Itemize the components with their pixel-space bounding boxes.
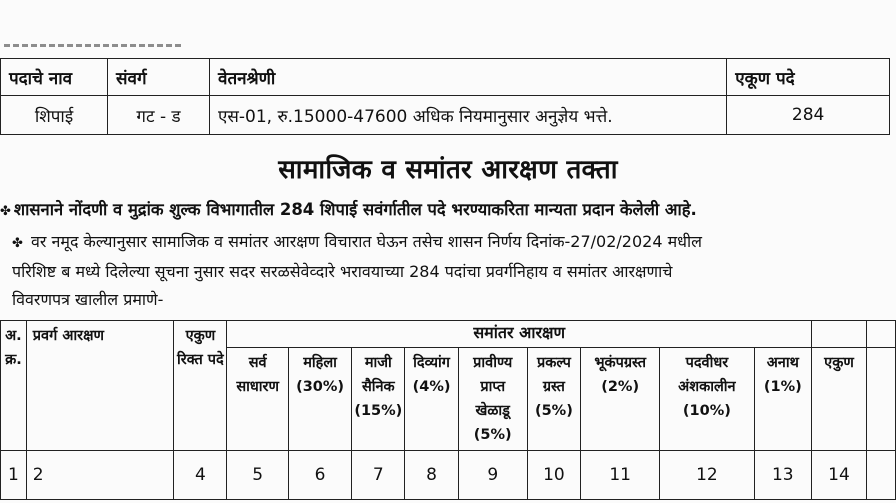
col-graduate-part-time: पदवीधर अंशकालीन (10%) xyxy=(660,348,755,451)
paragraph-details xyxy=(12,228,892,314)
col-number: 14 xyxy=(811,451,866,500)
cell-total-posts: 284 xyxy=(727,96,890,135)
cell-post-name: शिपाई xyxy=(1,96,108,135)
col-number: 9 xyxy=(458,451,527,500)
col-disabled: दिव्यांग (4%) xyxy=(405,348,459,451)
column-number-row xyxy=(1,451,896,500)
group-header-blank-edge xyxy=(867,321,896,348)
col-number: 2 xyxy=(26,451,174,500)
page-title: सामाजिक व समांतर आरक्षण तक्ता xyxy=(278,155,618,185)
paragraph-approval xyxy=(0,196,697,226)
post-table-row xyxy=(1,96,890,135)
col-number: 1 xyxy=(1,451,27,500)
col-earthquake-affected: भूकंपग्रस्त (2%) xyxy=(581,348,660,451)
col-number: 5 xyxy=(227,451,288,500)
col-number: 6 xyxy=(288,451,352,500)
col-category: प्रवर्ग आरक्षण xyxy=(26,321,174,451)
col-number-edge xyxy=(867,451,896,500)
paragraph-details-line-2: परिशिष्ट ब मध्ये दिलेल्या सूचना नुसार सदर सरळसेवेव्दारे भरावयाच्या 284 पदांचा प्रवर्गनिहाय व समांतर आरक्षणाचे xyxy=(12,262,673,281)
post-details-table xyxy=(0,58,890,135)
header-pay-scale: वेतनश्रेणी xyxy=(210,59,727,96)
col-women: महिला (30%) xyxy=(288,348,352,451)
group-header-blank xyxy=(811,321,866,348)
paragraph-details-text-1: वर नमूद केल्यानुसार सामाजिक व समांतर आरक्षण विचारात घेऊन तसेच शासन निर्णय दिनांक-27/02/2024 मधील xyxy=(31,232,702,251)
cell-cadre: गट - ड xyxy=(108,96,210,135)
col-project-affected: प्रकल्प ग्रस्त (5%) xyxy=(527,348,581,451)
col-sportsperson: प्रावीण्य प्राप्त खेळाडू (5%) xyxy=(458,348,527,451)
col-number: 11 xyxy=(581,451,660,500)
col-serial: अ. क्र. xyxy=(1,321,27,451)
reservation-group-header-row xyxy=(1,321,896,348)
paragraph-details-line-1 xyxy=(12,228,892,258)
col-number: 12 xyxy=(660,451,755,500)
col-number: 4 xyxy=(174,451,227,500)
col-orphan: अनाथ (1%) xyxy=(754,348,811,451)
header-total-posts: एकूण पदे xyxy=(727,59,890,96)
col-number: 13 xyxy=(754,451,811,500)
paragraph-details-line-3: विवरणपत्र खालील प्रमाणे- xyxy=(12,290,164,309)
post-table-header-row xyxy=(1,59,890,96)
reservation-table xyxy=(0,320,896,500)
group-header-parallel-reservation: समांतर आरक्षण xyxy=(227,321,812,348)
col-ex-servicemen: माजी सैनिक (15%) xyxy=(352,348,405,451)
diamond-bullet-icon: ✤ xyxy=(0,204,11,219)
cell-pay-scale: एस-01, रु.15000-47600 अधिक नियमानुसार अनुज्ञेय भत्ते. xyxy=(210,96,727,135)
col-general: सर्व साधारण xyxy=(227,348,288,451)
col-edge xyxy=(867,348,896,451)
col-number: 8 xyxy=(405,451,459,500)
header-post-name: पदाचे नाव xyxy=(1,59,108,96)
cropped-text-line xyxy=(4,40,194,48)
header-cadre: संवर्ग xyxy=(108,59,210,96)
col-number: 7 xyxy=(352,451,405,500)
diamond-bullet-icon: ✤ xyxy=(12,236,23,251)
col-number: 10 xyxy=(527,451,581,500)
col-total-vacant: एकुण रिक्त पदे xyxy=(174,321,227,451)
paragraph-approval-text: शासनाने नोंदणी व मुद्रांक शुल्क विभागातील 284 शिपाई सवंर्गातील पदे भरण्याकरिता मान्यता प्रदान केलेली आहे. xyxy=(13,200,697,219)
col-total: एकुण xyxy=(811,348,866,451)
